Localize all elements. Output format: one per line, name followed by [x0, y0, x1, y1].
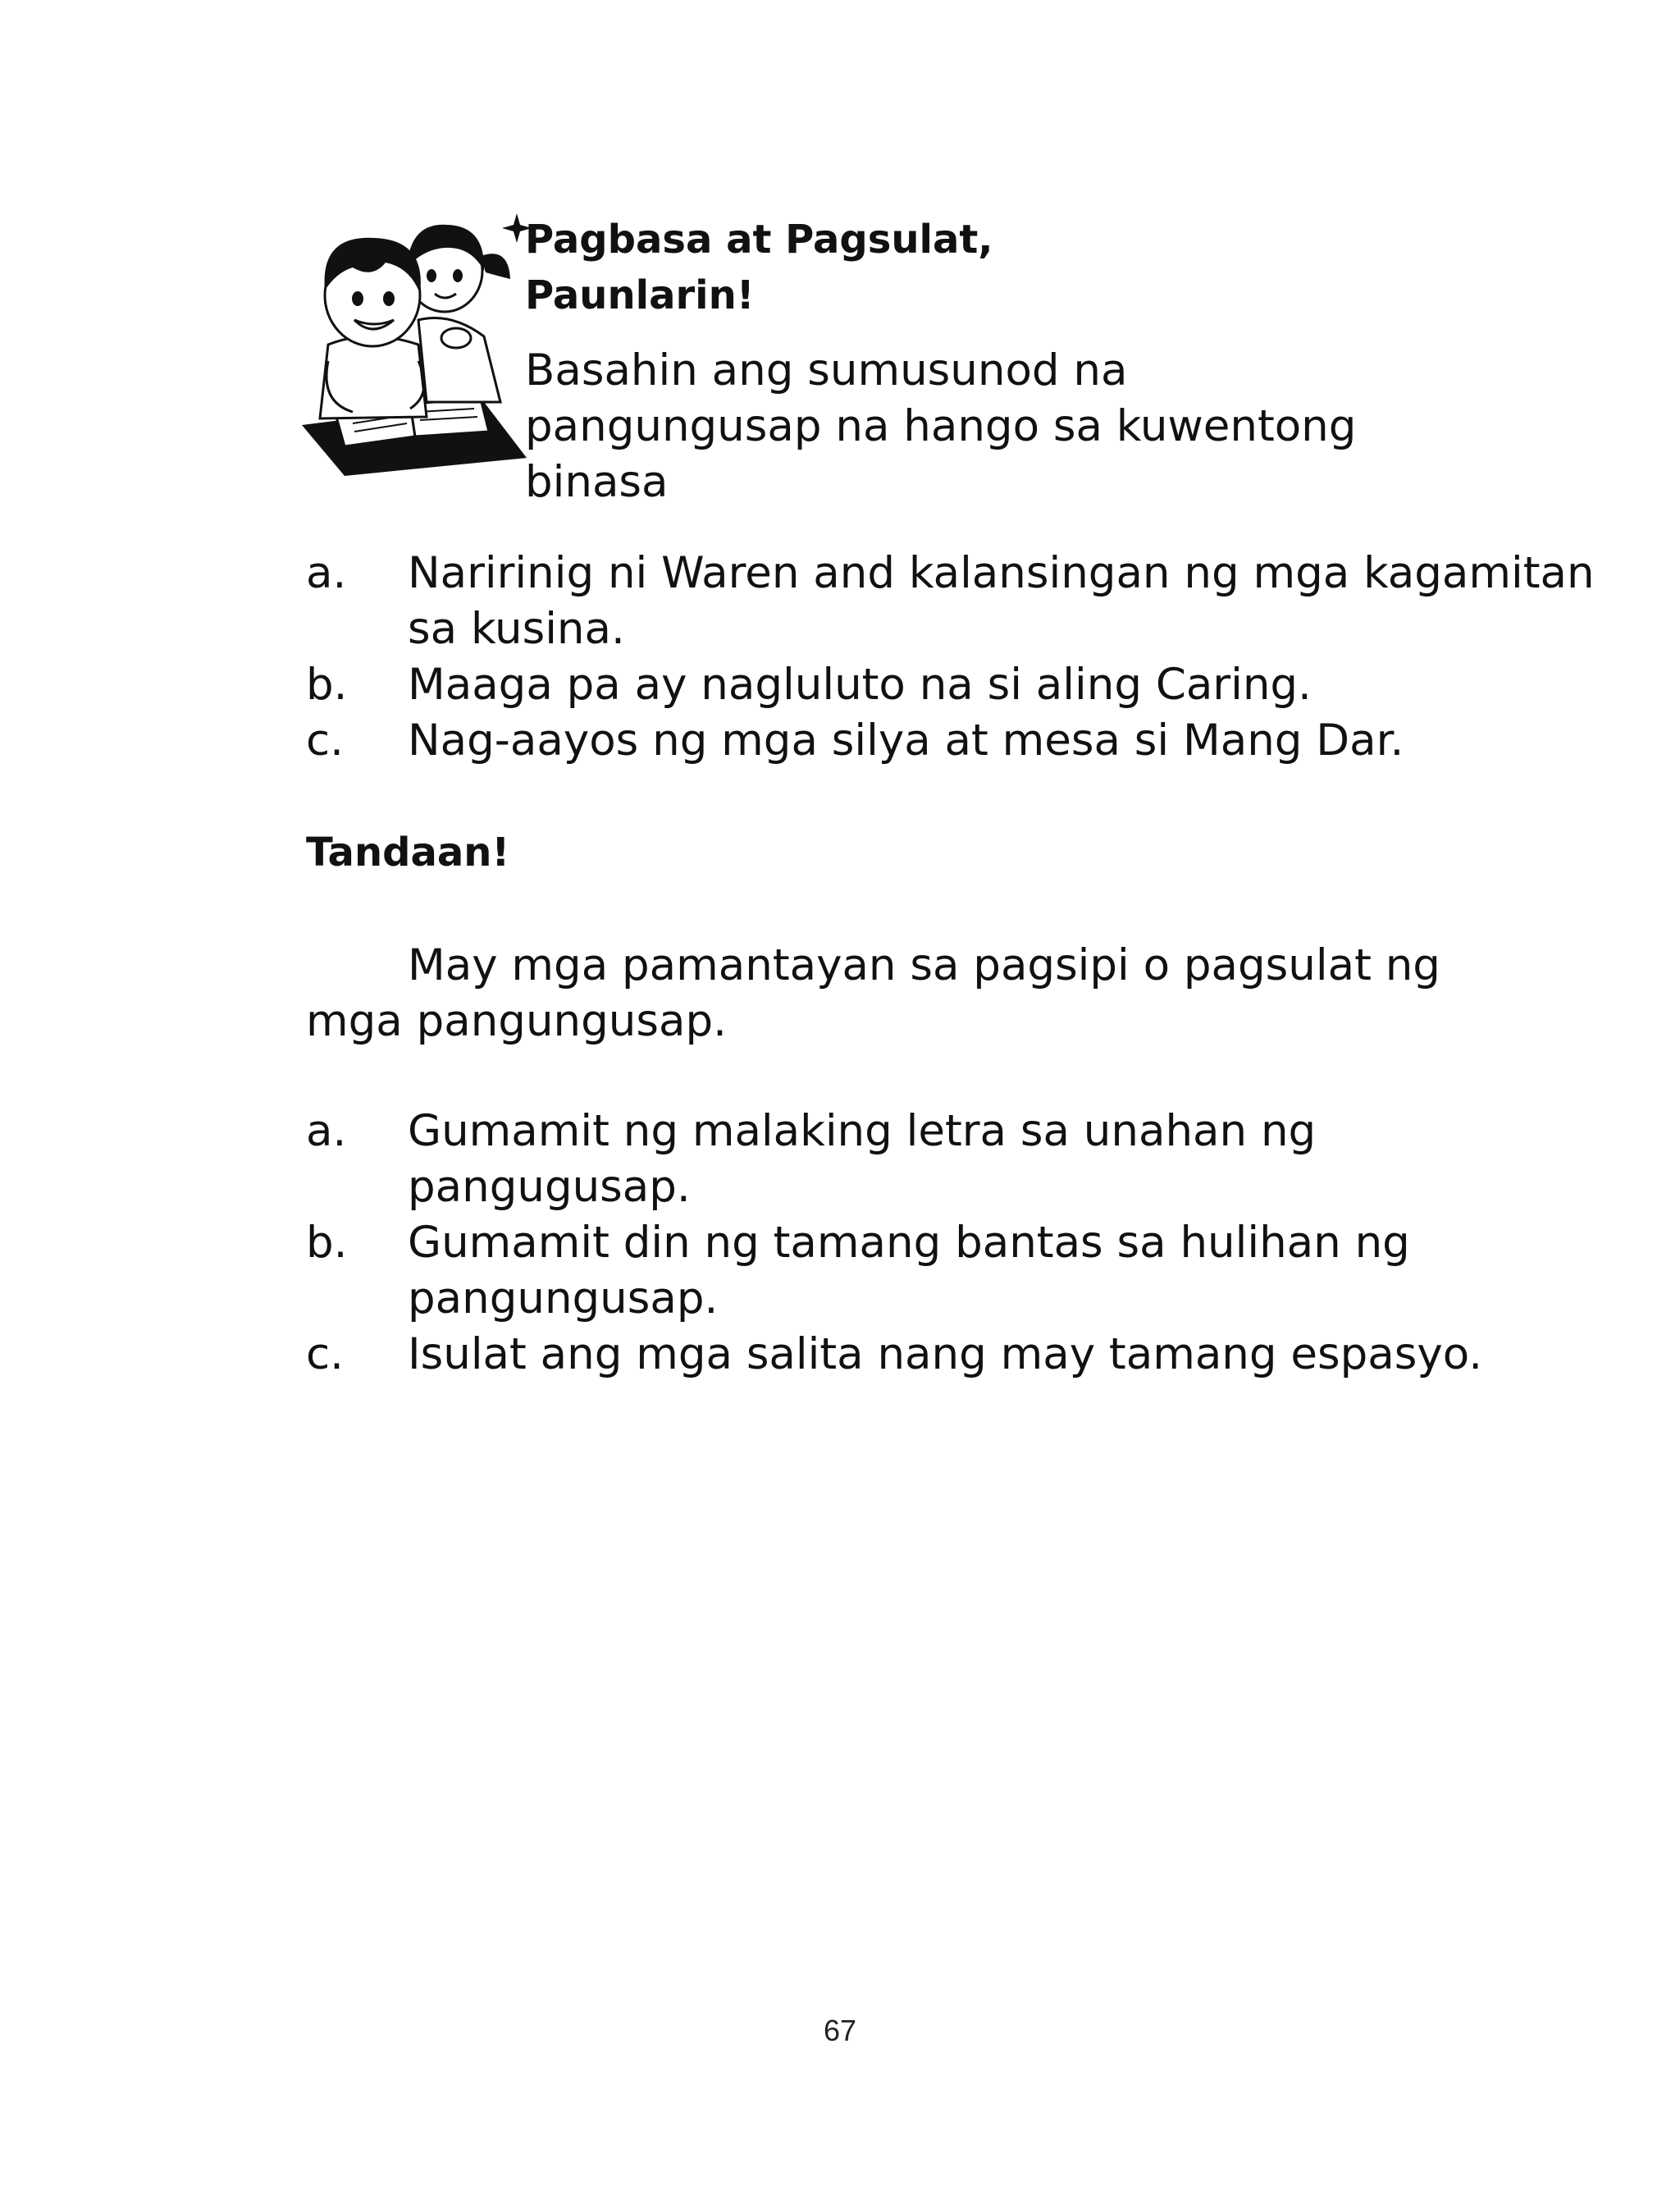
section-title-line2: Paunlarin!	[525, 272, 755, 318]
sentence-list	[306, 546, 1597, 769]
list-item-text: Maaga pa ay nagluluto na si aling Caring.	[408, 660, 1312, 710]
remember-paragraph: May mga pamantayan sa pagsipi o pagsulat ng mga pangungusap.	[306, 940, 1440, 1046]
rules-list	[306, 1104, 1597, 1383]
list-marker: c.	[306, 1329, 344, 1379]
list-item	[306, 657, 1597, 713]
page-number: 67	[823, 2014, 857, 2047]
list-marker: c.	[306, 716, 344, 766]
section-title	[525, 212, 993, 323]
list-item-text: Nag-aayos ng mga silya at mesa si Mang Dar.	[408, 716, 1404, 766]
list-marker: a.	[306, 1106, 347, 1156]
list-item-text: Gumamit ng malaking letra sa unahan ng pangugusap.	[408, 1106, 1317, 1212]
remember-heading: Tandaan!	[306, 830, 510, 876]
list-marker: a.	[306, 548, 347, 598]
list-item-text: Naririnig ni Waren and kalansingan ng mga kagamitan sa kusina.	[408, 548, 1595, 654]
list-item	[306, 1104, 1597, 1215]
list-item-text: Isulat ang mga salita nang may tamang espasyo.	[408, 1329, 1483, 1379]
children-reading-book-icon	[295, 197, 533, 476]
list-item-text: Gumamit din ng tamang bantas sa hulihan ng pangungusap.	[408, 1218, 1410, 1324]
list-item	[306, 546, 1597, 657]
instruction-text: Basahin ang sumusunod na pangungusap na hango sa kuwentong binasa	[525, 345, 1357, 507]
list-item	[306, 1215, 1597, 1327]
list-marker: b.	[306, 1218, 348, 1268]
list-item	[306, 1327, 1597, 1383]
list-marker: b.	[306, 660, 348, 710]
section-title-line1: Pagbasa at Pagsulat,	[525, 217, 993, 263]
list-item	[306, 713, 1597, 769]
